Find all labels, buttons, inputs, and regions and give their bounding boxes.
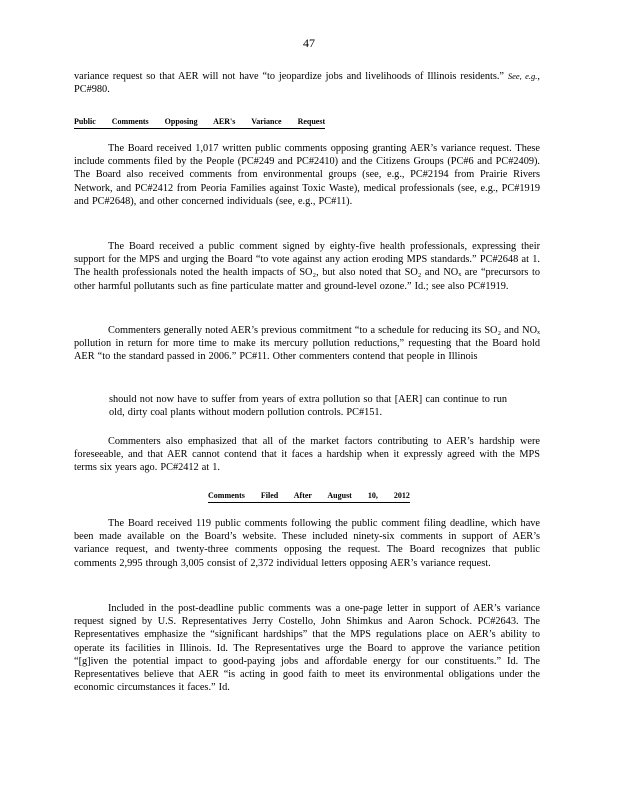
page-number: 47 bbox=[303, 36, 315, 50]
block-quote: should not now have to suffer from years of extra pollution so that [AER] can continue to run old, dirty coal plants without modern pollution controls. PC#151. bbox=[109, 394, 507, 419]
paragraph-commenters: Commenters generally noted AER’s previous commitment “to a schedule for reducing its SO₂ and NOₓ pollution in return for more time to make its mercury pollution reductions,” requesting that the Board hold AER “to the standard passed in 2006.” PC#11. Other commenters contend that people in Illinois bbox=[74, 325, 540, 363]
section-heading-opposing: Public Comments Opposing AER's Variance Request bbox=[74, 117, 325, 129]
intro-text: variance request so that AER will not have “to jeopardize jobs and livelihoods of Illinois residents.” bbox=[74, 71, 505, 82]
paragraph-representatives: Included in the post-deadline public comments was a one-page letter in support of AER’s variance request signed by U.S. Representatives Jerry Costello, John Shimkus and Aaron Schock. PC#2643. The Representatives emphasize the “significant hardships” that the MPS regulations place on AER’s ability to operate its facilities in Illinois. Id. The Representatives urge the Board to approve the variance petition “[g]iven the potential impact to good-paying jobs and affordable energy for our constituents.” Id. The Representatives believe that AER “is acting in good faith to meet its environmental obligations under the economic circumstances it faces.” Id. bbox=[74, 603, 540, 694]
paragraph-health-professionals: The Board received a public comment signed by eighty-five health professionals, expressing their support for the MPS and urging the Board “to vote against any action eroding MPS standards.” PC#2648 at 1. The health professionals noted the health impacts of SO₂, but also noted that SO₂ and NOₓ are “precursors to other harmful pollutants such as fine particulate matter and ground-level ozone.” Id.; see also PC#1919. bbox=[74, 241, 540, 292]
paragraph-comments-opposing: The Board received 1,017 written public comments opposing granting AER’s variance request. These include comments filed by the People (PC#249 and PC#2410) and the Citizens Groups (PC#6 and PC#2409). The Board also received comments from environmental groups (see, e.g., PC#2194 from Prairie Rivers Network, and PC#2412 from Peoria Families against Toxic Waste), medical professionals (see, e.g., PC#1919 and PC#2648), and other concerned individuals (see, e.g., PC#11). bbox=[74, 143, 540, 207]
section-heading-late-comments: Comments Filed After August 10, 2012 bbox=[208, 491, 410, 503]
paragraph-late-comments: The Board received 119 public comments following the public comment filing deadline, which have been made available on the Board’s website. These included ninety-six comments in support of AER’s variance request, and twenty-three comments opposing the request. The Board recognizes that public comments 2,995 through 3,005 consist of 2,372 individual letters opposing AER’s variance request. bbox=[74, 518, 540, 569]
paragraph-market-factors: Commenters also emphasized that all of the market factors contributing to AER’s hardship were foreseeable, and that AER cannot contend that it faces a hardship when it expressly agreed with the MPS terms six years ago. PC#2412 at 1. bbox=[74, 436, 540, 474]
intro-citation: , PC#980. bbox=[74, 71, 540, 96]
paragraph-intro bbox=[74, 70, 540, 96]
see-eg-citation: See, e.g. bbox=[507, 71, 538, 81]
